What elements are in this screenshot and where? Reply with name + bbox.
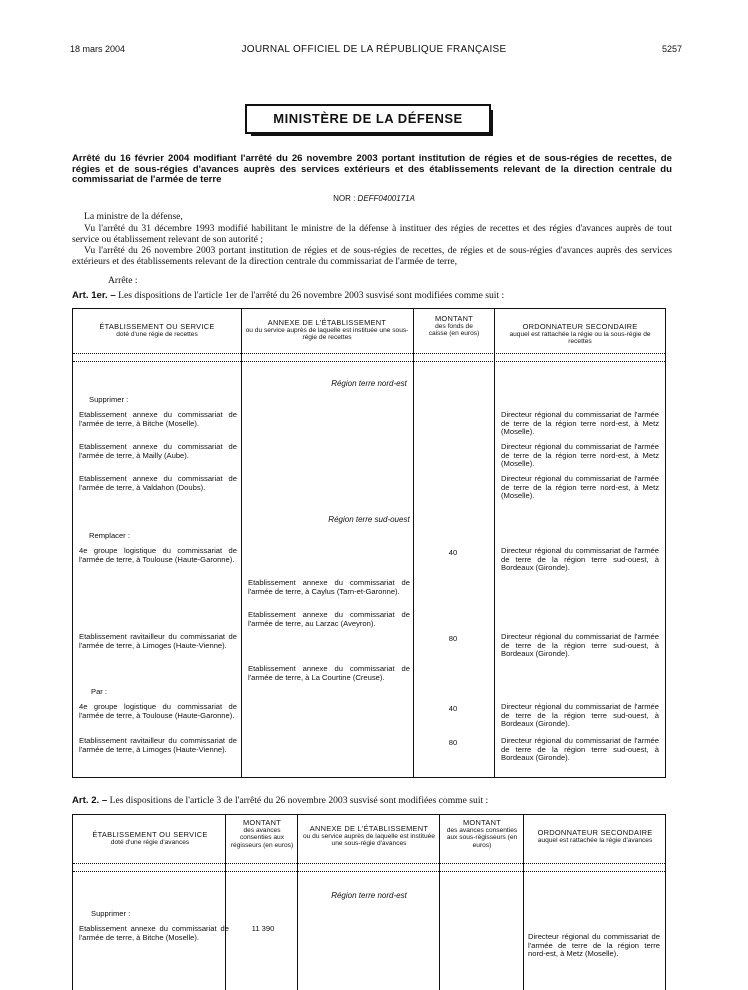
table-row-montant: 11 390 — [251, 924, 275, 933]
table-row-ordo: Directeur régional du commissariat de l'armée de terre de la région terre nord-est, à Metz (Moselle). — [501, 410, 659, 437]
column-divider — [523, 815, 524, 990]
t2-header-ordonnateur: ORDONNATEUR SECONDAIRE auquel est rattachée la régie d'avances — [537, 828, 653, 844]
t1-header-etablissement: ÉTABLISSEMENT OU SERVICE doté d'une régie de recettes — [99, 322, 215, 338]
paragraph-vu-1993: Vu l'arrêté du 31 décembre 1993 modifié habilitant le ministre de la défense à instituer des régies de recettes et des régies d'avances auprès de tout service ou établissement relevant de son autorité ; — [72, 223, 672, 245]
t2-header-montant-sous-regie: MONTANT des avances consenties aux sous-régisseurs (en euros) — [446, 818, 518, 849]
label-supprimer: Supprimer : — [91, 909, 131, 918]
article-1 — [72, 291, 672, 302]
table-row-etab: Etablissement annexe du commissariat de l'armée de terre, à Bitche (Moselle). — [79, 410, 237, 428]
nor-code: DEFF0400171A — [357, 194, 415, 203]
table-row-etab: 4e groupe logistique du commissariat de l'armée de terre, à Toulouse (Haute-Garonne). — [79, 546, 237, 564]
table-row-ordo: Directeur régional du commissariat de l'armée de terre de la région terre sud-ouest, à Bordeaux (Gironde). — [501, 632, 659, 659]
table-row-etab: Etablissement ravitailleur du commissariat de l'armée de terre, à Limoges (Haute-Vienne). — [79, 632, 237, 650]
ministry-box — [245, 104, 491, 134]
article-1-text: Les dispositions de l'article 1er de l'arrêté du 26 novembre 2003 susvisé sont modifiées comme suit : — [118, 290, 505, 301]
paragraph-arrete: Arrête : — [108, 275, 138, 286]
arrete-title: Arrêté du 16 février 2004 modifiant l'arrêté du 26 novembre 2003 portant institution de régies et de sous-régies de recettes, de régies et de sous-régies d'avances auprès des services extérieurs et des établissements relevant de la direction centrale du commissariat de l'armée de terre — [72, 153, 672, 185]
table-row-ordo: Directeur régional du commissariat de l'armée de terre de la région terre sud-ouest, à Bordeaux (Gironde). — [501, 702, 659, 729]
table-row-montant: 80 — [448, 738, 458, 747]
nor-label: NOR : — [333, 194, 356, 203]
table-row-etab: Etablissement annexe du commissariat de l'armée de terre, à Bitche (Moselle). — [79, 924, 229, 942]
paragraph-vu-2003: Vu l'arrêté du 26 novembre 2003 portant institution de régies et de sous-régies de recettes, de régies et de sous-régies d'avances auprès des services extérieurs et des établissements relevant de la direction centrale du commissariat de l'armée de terre, — [72, 245, 672, 267]
table-row-montant: 80 — [448, 634, 458, 643]
ministry-title: MINISTÈRE DE LA DÉFENSE — [273, 111, 463, 126]
region-nord-est: Région terre nord-est — [331, 379, 407, 388]
table-regies-avances — [72, 814, 666, 990]
column-divider — [225, 815, 226, 990]
table-row-ordo: Directeur régional du commissariat de l'armée de terre de la région terre nord-est, à Metz (Moselle). — [528, 932, 660, 959]
region-sud-ouest: Région terre sud-ouest — [328, 515, 410, 524]
journal-title: JOURNAL OFFICIEL DE LA RÉPUBLIQUE FRANÇAISE — [241, 44, 507, 55]
table-row-etab: Etablissement annexe du commissariat de l'armée de terre, à Mailly (Aube). — [79, 442, 237, 460]
table-row-ordo: Directeur régional du commissariat de l'armée de terre de la région terre nord-est, à Metz (Moselle). — [501, 442, 659, 469]
table-row-montant: 40 — [448, 548, 458, 557]
header-date: 18 mars 2004 — [70, 44, 126, 54]
table-regies-recettes — [72, 308, 666, 778]
table-row-annexe: Etablissement annexe du commissariat de l'armée de terre, au Larzac (Aveyron). — [248, 610, 410, 628]
column-divider — [297, 815, 298, 990]
table-row-etab: Etablissement ravitailleur du commissariat de l'armée de terre, à Limoges (Haute-Vienne). — [79, 736, 237, 754]
column-divider — [439, 815, 440, 990]
table-row-annexe: Etablissement annexe du commissariat de l'armée de terre, à La Courtine (Creuse). — [248, 664, 410, 682]
table-row-etab: Etablissement annexe du commissariat de l'armée de terre, à Valdahon (Doubs). — [79, 474, 237, 492]
t2-header-annexe: ANNEXE DE L'ÉTABLISSEMENT ou du service auprès de laquelle est instituée une sous-régie d'avances — [303, 824, 435, 847]
t2-header-montant-regie: MONTANT des avances consenties aux régisseurs (en euros) — [230, 818, 294, 849]
t2-header-etablissement: ÉTABLISSEMENT OU SERVICE doté d'une régie d'avances — [92, 830, 208, 846]
table-row-ordo: Directeur régional du commissariat de l'armée de terre de la région terre nord-est, à Metz (Moselle). — [501, 474, 659, 501]
table-row-ordo: Directeur régional du commissariat de l'armée de terre de la région terre sud-ouest, à Bordeaux (Gironde). — [501, 736, 659, 763]
header-divider — [73, 353, 665, 354]
header-divider — [73, 863, 665, 864]
page-number: 5257 — [661, 44, 682, 54]
t1-header-annexe: ANNEXE DE L'ÉTABLISSEMENT ou du service auprès de laquelle est instituée une sous-régie de recettes — [245, 318, 409, 341]
t1-header-montant: MONTANT des fonds de caisse (en euros) — [428, 314, 480, 337]
table-row-annexe: Etablissement annexe du commissariat de l'armée de terre, à Caylus (Tarn-et-Garonne). — [248, 578, 410, 596]
article-2-text: Les dispositions de l'article 3 de l'arrêté du 26 novembre 2003 susvisé sont modifiées comme suit : — [109, 795, 489, 806]
article-2 — [72, 796, 672, 807]
t1-header-ordonnateur: ORDONNATEUR SECONDAIRE auquel est rattachée la régie ou la sous-régie de recettes — [509, 322, 651, 345]
table-row-montant: 40 — [448, 704, 458, 713]
paragraph-ministre: La ministre de la défense, — [84, 211, 183, 222]
header-divider — [73, 361, 665, 362]
label-remplacer: Remplacer : — [89, 531, 130, 540]
article-2-label: Art. 2. – — [72, 795, 108, 806]
table-row-etab: 4e groupe logistique du commissariat de l'armée de terre, à Toulouse (Haute-Garonne). — [79, 702, 237, 720]
nor-reference — [0, 194, 748, 203]
article-1-label: Art. 1er. – — [72, 290, 116, 301]
label-par: Par : — [91, 687, 108, 696]
table-row-ordo: Directeur régional du commissariat de l'armée de terre de la région terre sud-ouest, à Bordeaux (Gironde). — [501, 546, 659, 573]
header-divider — [73, 871, 665, 872]
region-nord-est: Région terre nord-est — [331, 891, 407, 900]
label-supprimer: Supprimer : — [89, 395, 129, 404]
